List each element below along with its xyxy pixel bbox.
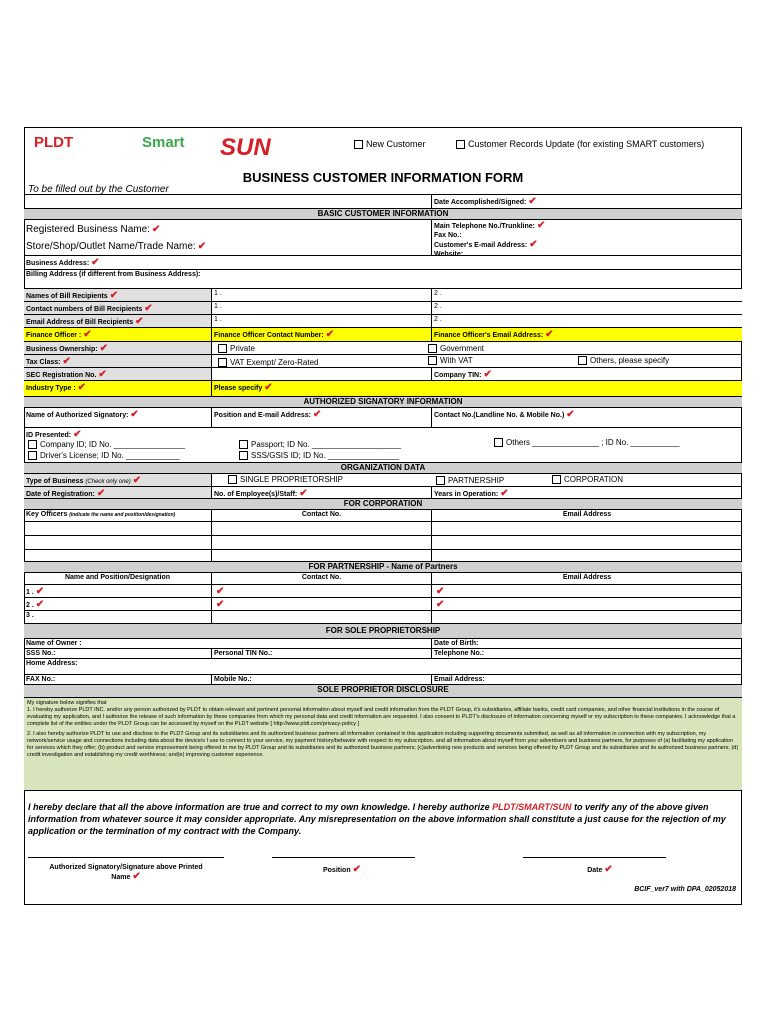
sun-logo: SUN — [220, 134, 271, 161]
tax-class-row[interactable]: Tax Class: ✔ VAT Exempt/ Zero-Rated With VAT Others, please specify — [24, 354, 742, 367]
finance-officer-row[interactable]: Finance Officer : ✔ Finance Officer Contact Number: ✔ Finance Officer's Email Address: ✔ — [24, 327, 742, 341]
checkbox-icon — [456, 140, 465, 149]
sole-header: FOR SOLE PROPRIETORSHIP — [24, 623, 742, 638]
industry-row[interactable]: Industry Type : ✔ Please specify ✔ — [24, 380, 742, 396]
version-label: BCIF_ver7 with DPA_02052018 — [634, 886, 736, 893]
partner-row[interactable]: 2 . ✔ ✔ ✔ — [24, 597, 742, 610]
form-subtitle: To be filled out by the Customer — [28, 184, 169, 195]
basic-info-header: BASIC CUSTOMER INFORMATION — [24, 208, 742, 219]
position-line — [272, 857, 415, 858]
contact-fields[interactable]: Main Telephone No./Trunkline: ✔ Fax No.: Customer's E-mail Address: ✔ Website: — [434, 220, 546, 255]
business-name-block — [24, 219, 742, 255]
corp-col-headers: Key Officers (indicate the name and position/designation) Contact No. Email Address — [24, 509, 742, 521]
business-name-fields[interactable]: Registered Business Name: ✔ Store/Shop/Outlet Name/Trade Name: ✔ — [24, 220, 432, 255]
new-customer-checkbox[interactable]: New Customer — [354, 139, 426, 149]
partner-header: FOR PARTNERSHIP - Name of Partners — [24, 561, 742, 572]
disclosure-header: SOLE PROPRIETOR DISCLOSURE — [24, 684, 742, 697]
contact-numbers-row[interactable]: Contact numbers of Bill Recipients ✔ 1 . 2 . — [24, 301, 742, 314]
home-address-row[interactable]: Home Address: — [24, 658, 742, 674]
corp-row[interactable] — [24, 521, 742, 535]
pldt-logo: PLDT — [34, 134, 74, 151]
billing-address-row[interactable]: Billing Address (if different from Business Address): — [24, 269, 742, 288]
auth-header: AUTHORIZED SIGNATORY INFORMATION — [24, 396, 742, 407]
date-accomplished-field[interactable]: Date Accomplished/Signed: ✔ — [434, 196, 537, 207]
date-label[interactable]: Date ✔ — [587, 864, 613, 875]
records-update-checkbox[interactable]: Customer Records Update (for existing SMART customers) — [456, 139, 704, 149]
sec-reg-row[interactable]: SEC Registration No. ✔ Company TIN: ✔ — [24, 367, 742, 380]
bill-recipients-row[interactable]: Names of Bill Recipients ✔ 1 . 2 . — [24, 288, 742, 301]
sss-row[interactable]: SSS No.: Personal TIN No.: Telephone No.: — [24, 648, 742, 658]
auth-name-row[interactable]: Name of Authorized Signatory: ✔ Position and E-mail Address: ✔ Contact No.(Landline No. & Mobile No.) ✔ — [24, 407, 742, 427]
disclosure-text: My signature below signifies that 1. I hereby authorize PLDT INC. and/or any person authorized by PLDT to obtain relevant and pertinent personal information about myself and credit information from the PLDT Group, it's subsidiaries, affiliate banks, credit card companies, and other financial institutions in the course of evaluating my application, and I authorize the release of such information by these companies from which my personal data and credit information are requested. I also consent to PLDT's disclosure of information concerning myself or my subscription to these companies. I acknowledge that a complete list of the entities under the PLDT Group can be accessed by myself on the PLDT website [ http://www.pldt.com/privacy-policy ] 2. I also hereby authorize PLDT to use and disclose to the PLDT Group and its subsidiaries and its authorized business partners all information contained in this application including supporting documents submitted, as well as all information in connection with my subscription, my network/service usage and connections including data about the device/s I use to connect to your service, my payment history/behavior with respect to my subscription, and all information about myself from your advertisers and business partners, for purposes of (a) facilitating my application for services which they offer; (b) product and service improvement being offered to me by PLDT Group and its subsidiaries and its authorized business partners; (c)advertising new products and services being offered by PLDT Group and its subsidiaries and its authorized business partners; (d) credit investigation and establishing my credit worthiness; and(e) improving customer experience. — [24, 697, 742, 791]
date-spacer — [24, 195, 432, 208]
org-header: ORGANIZATION DATA — [24, 462, 742, 473]
corp-row[interactable] — [24, 549, 742, 561]
partner-row[interactable]: 3 . — [24, 610, 742, 623]
owner-row[interactable]: Name of Owner : Date of Birth: — [24, 638, 742, 648]
smart-logo: Smart — [142, 134, 185, 151]
partner-row[interactable]: 1 . ✔ ✔ ✔ — [24, 584, 742, 597]
declaration-text: I hereby declare that all the above information are true and correct to my own knowledge. I hereby authorize PLDT/SMART/SUN to verify any of the above given information from whatever source it may consider appropriate. Any misrepresentation on the above information shall constitute a just cause for the rejection of my application or the termination of my contract with the Company. — [28, 802, 726, 836]
corp-row[interactable] — [24, 535, 742, 549]
ownership-row[interactable]: Business Ownership: ✔ Private Government — [24, 341, 742, 354]
fax-row[interactable]: FAX No.: Mobile No.: Email Address: — [24, 674, 742, 684]
business-type-row[interactable]: Type of Business (Check only one) ✔ SINGLE PROPRIETORSHIP PARTNERSHIP CORPORATION — [24, 473, 742, 486]
business-address-row[interactable]: Business Address: ✔ — [24, 255, 742, 269]
signature-label[interactable]: Authorized Signatory/Signature above Printed Name ✔ — [49, 864, 203, 882]
position-label[interactable]: Position ✔ — [322, 864, 361, 875]
reg-date-row[interactable]: Date of Registration: ✔ No. of Employee(s)/Staff: ✔ Years in Operation: ✔ — [24, 486, 742, 498]
checkbox-icon — [354, 140, 363, 149]
id-presented-row[interactable]: ID Presented: ✔ Company ID; ID No. ________________ Passport; ID No. ____________________ Others _______________ ; ID No. ___________ Driver's License; ID No. ____________ SSS/GSIS ID; ID No. ________________ — [24, 427, 742, 462]
signature-line — [28, 857, 224, 858]
date-line — [523, 857, 666, 858]
date-row — [24, 194, 742, 208]
email-bill-row[interactable]: Email Address of Bill Recipients ✔ 1 . 2 . — [24, 314, 742, 327]
corp-header: FOR CORPORATION — [24, 498, 742, 509]
partner-col-headers: Name and Position/Designation Contact No. Email Address — [24, 572, 742, 584]
form-title: BUSINESS CUSTOMER INFORMATION FORM — [242, 170, 524, 185]
